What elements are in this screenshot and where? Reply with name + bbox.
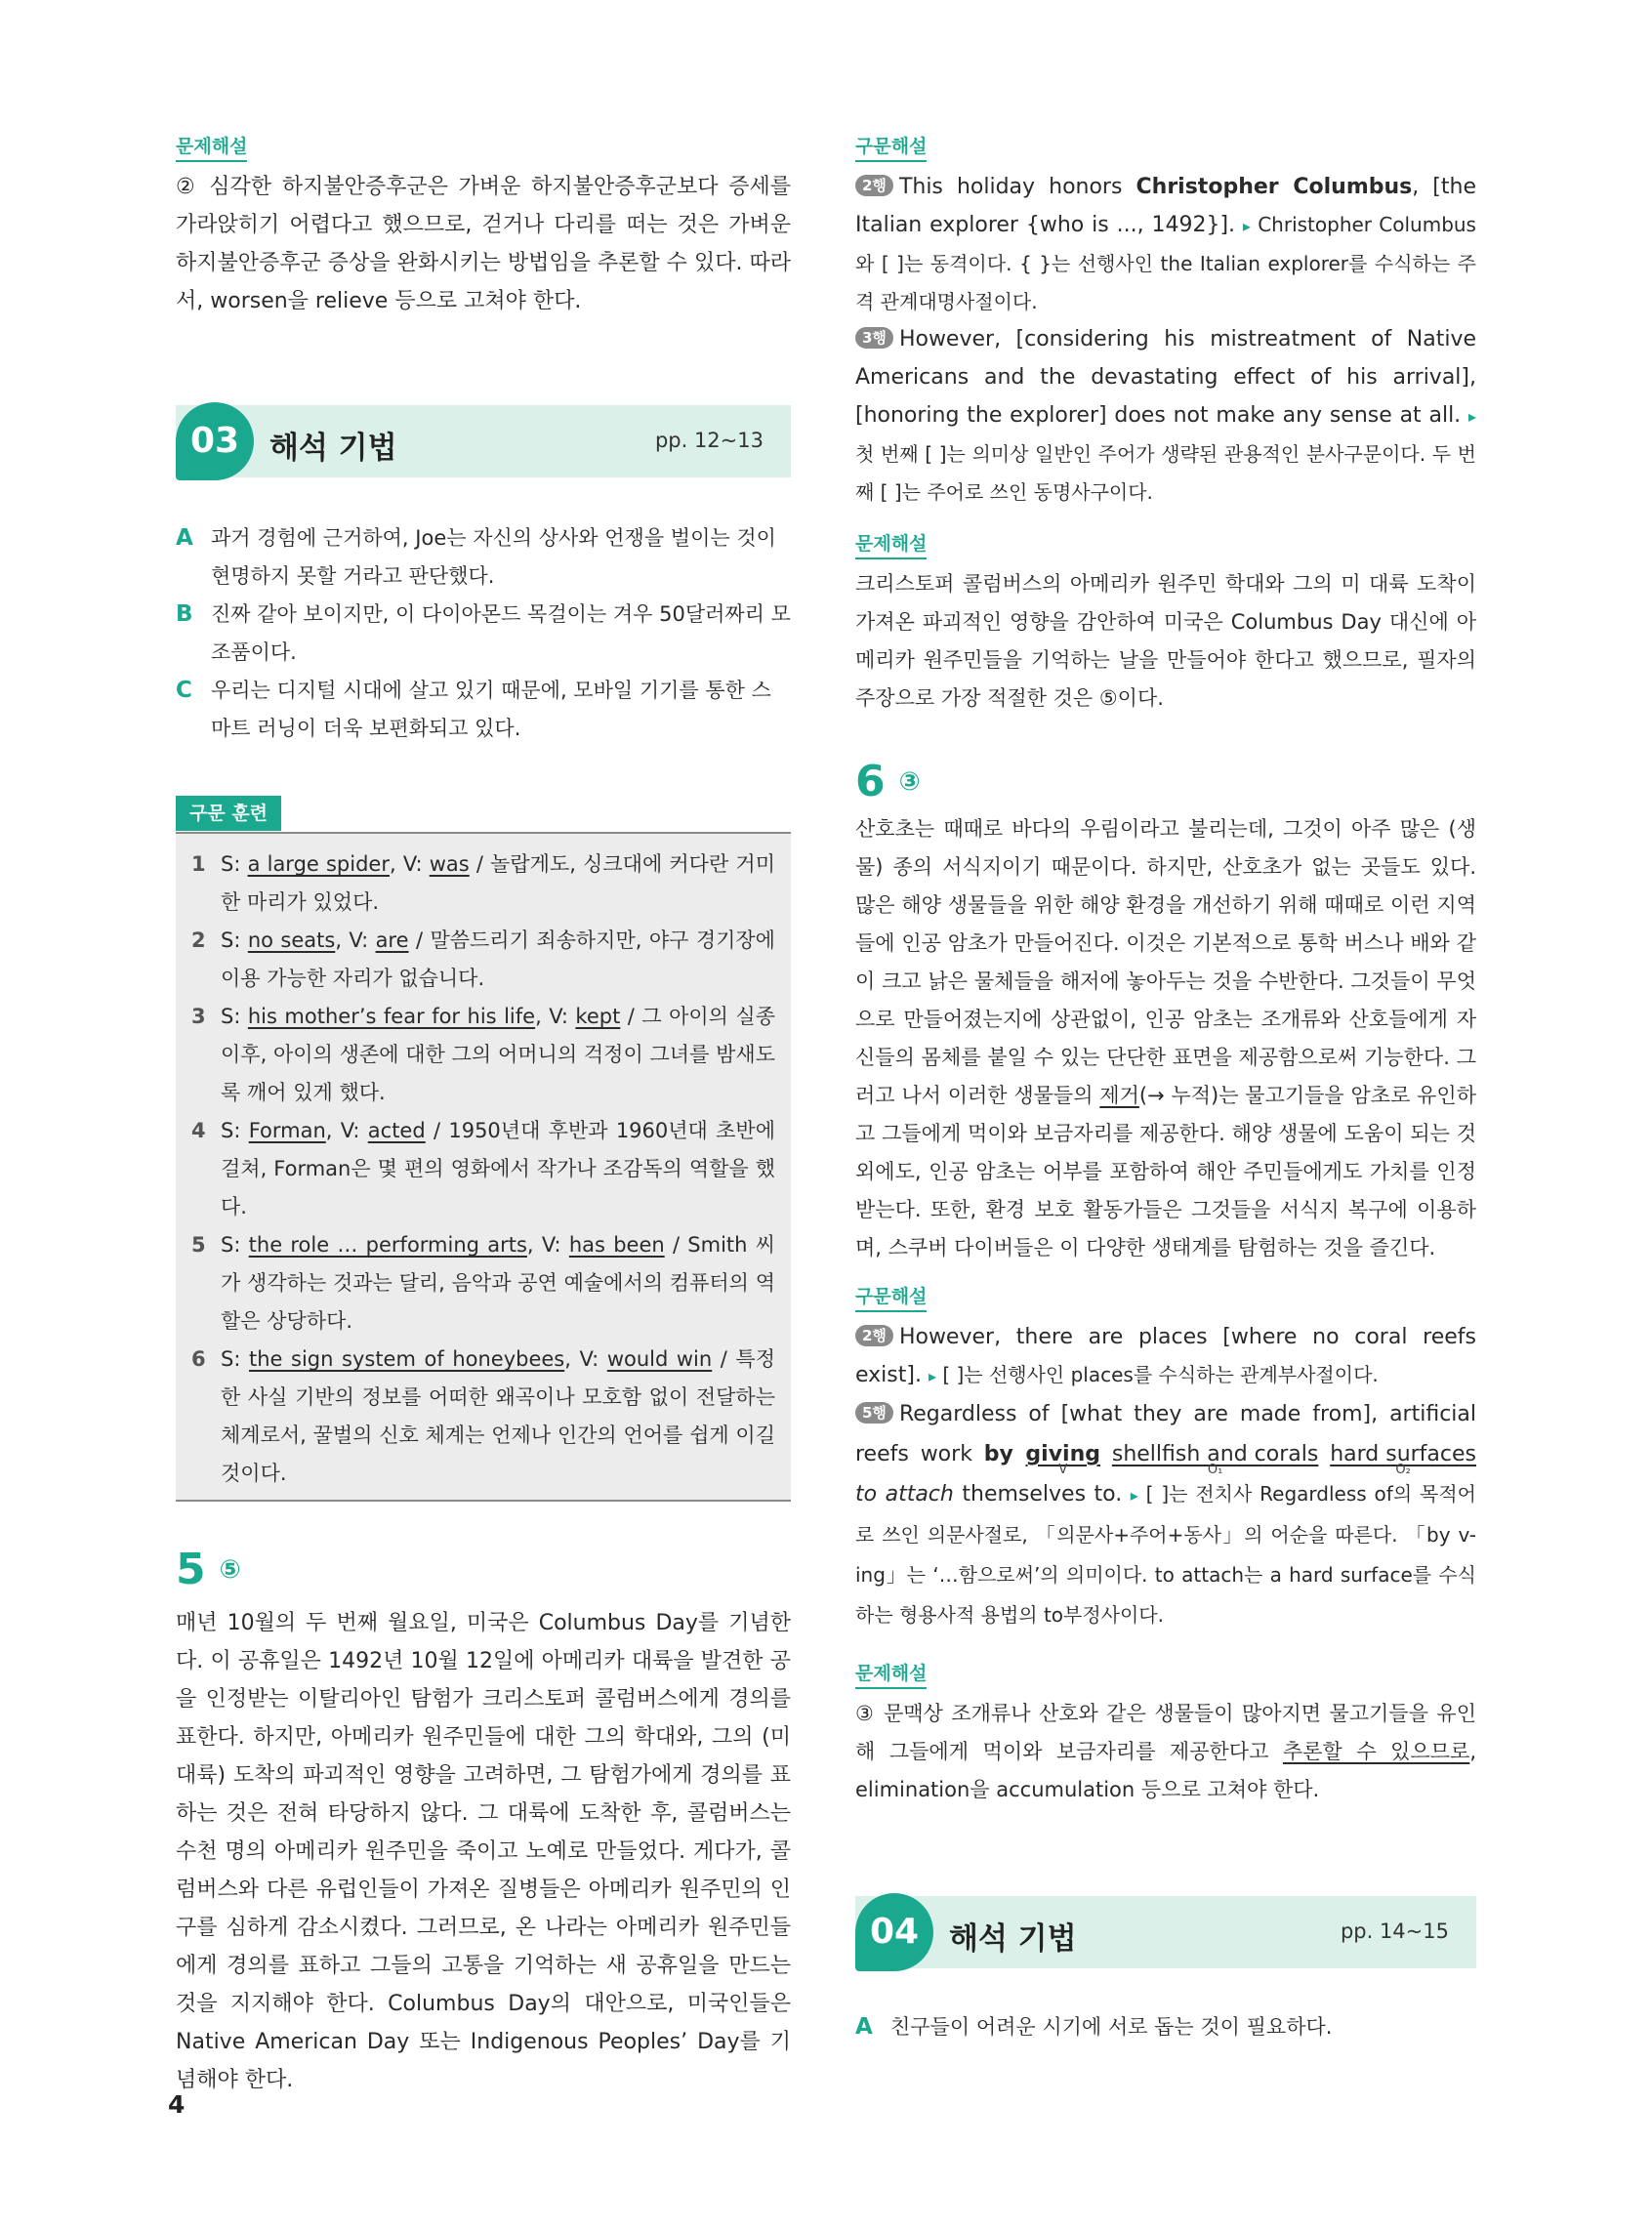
object-1: shellfish and corals (1111, 1442, 1319, 1466)
sentence-text: , [the Italian explorer {who is ..., 1492}]. (855, 175, 1476, 237)
question-answer: ⑤ (219, 1555, 241, 1585)
verb: kept (575, 1005, 621, 1028)
syntax-note-3 (855, 1318, 1476, 1395)
item-label: A (176, 525, 193, 551)
verb-prefix: , V: (389, 852, 430, 876)
section-banner-04 (855, 1896, 1476, 1968)
question-5-heading (176, 1545, 241, 1594)
solution-text: ③ 문맥상 조개류나 산호와 같은 생물들이 많아지면 물고기들을 유인해 그들에게 먹이와 보금자리를 제공한다고 (855, 1702, 1476, 1763)
subject-prefix: S: (221, 1233, 249, 1257)
line-badge: 2행 (855, 1325, 893, 1346)
item-text: 친구들이 어려운 시기에 서로 돕는 것이 필요하다. (890, 2015, 1333, 2039)
solution-subhead: 문제해설 (855, 1662, 927, 1689)
sentence-text: However, [considering his mistreatment of Native Americans and the devastating effect of his arrival], [honoring the explorer] does not make any sense at all. (855, 327, 1476, 428)
underlined-word: 제거 (1099, 1084, 1139, 1107)
verb: are (375, 929, 409, 952)
explanation: Christopher Columbus와 [ ]는 동격이다. { }는 선행사인 the Italian explorer를 수식하는 주격 관계대명사절이다. (855, 213, 1476, 313)
item-text: 진짜 같아 보이지만, 이 다이아몬드 목걸이는 겨우 50달러짜리 모조품이다. (211, 602, 791, 664)
training-tab: 구문 훈련 (176, 796, 281, 831)
abc-list (176, 519, 791, 748)
verb-giving: giving (1025, 1442, 1100, 1466)
verb-mark: V (1058, 1463, 1068, 1477)
item-number: 1 (191, 852, 206, 876)
item-number: 4 (191, 1119, 206, 1142)
object2-marked (1330, 1434, 1476, 1477)
question-number: 5 (176, 1545, 206, 1594)
syntax-note-2 (855, 320, 1476, 512)
question-answer: ③ (898, 767, 921, 797)
sentence-text: However, there are places [where no coral reefs exist]. (855, 1325, 1476, 1387)
training-box (176, 832, 791, 1502)
training-item (191, 998, 775, 1112)
verb: has been (568, 1233, 665, 1257)
section-title: 해석 기법 (269, 431, 397, 466)
item-number: 2 (191, 929, 206, 952)
subject-prefix: S: (221, 852, 248, 876)
subject: the role … performing arts (248, 1233, 527, 1257)
section-title: 해석 기법 (949, 1921, 1077, 1957)
subject-prefix: S: (221, 929, 248, 952)
training-item (191, 1341, 775, 1493)
verb-prefix: , V: (335, 929, 376, 952)
explanation: [ ]는 선행사인 places를 수식하는 관계부사절이다. (935, 1363, 1379, 1386)
sentence-text: themselves to. (953, 1482, 1131, 1507)
page-number: 4 (168, 2090, 186, 2119)
training-item (191, 846, 775, 922)
syntax-note-1 (855, 168, 1476, 321)
line-badge: 3행 (855, 327, 893, 349)
bold-by: by (983, 1442, 1026, 1466)
line-badge: 5행 (855, 1402, 893, 1424)
item-number: 5 (191, 1233, 206, 1257)
solution-subhead: 문제해설 (855, 532, 927, 559)
item-text: 우리는 디지털 시대에 살고 있기 때문에, 모바일 기기를 통한 스마트 러닝이 더욱 보편화되고 있다. (211, 679, 771, 740)
section-number: 04 (855, 1893, 933, 1971)
subject: the sign system of honeybees (248, 1347, 565, 1371)
training-item (191, 922, 775, 998)
verb-prefix: , V: (535, 1005, 576, 1028)
section-pages: pp. 12~13 (654, 429, 764, 452)
explanation: [ ]는 전치사 Regardless of의 목적어로 쓰인 의문사절로, 「의문사+주어+동사」의 어순을 따른다. 「by v-ing」는 ‘…함으로써’의 의미이다. to attach는 a hard surface를 수식하는 형용사적 용법의 to부정사이다. (855, 1482, 1476, 1627)
solution-6 (855, 1695, 1476, 1809)
object-2-mark: O₂ (1395, 1463, 1411, 1477)
object-2: hard surfaces (1330, 1442, 1476, 1466)
underlined-phrase: 추론할 수 있으므로 (1282, 1740, 1470, 1763)
abc-item (176, 519, 791, 596)
item-label: C (176, 678, 192, 703)
subject-prefix: S: (221, 1005, 248, 1028)
sentence-bold: Christopher Columbus (1136, 175, 1413, 199)
translation: / 그 아이의 실종 이후, 아이의 생존에 대한 그의 어머니의 걱정이 그녀를 밤새도록 깨어 있게 했다. (221, 1005, 775, 1104)
section-pages: pp. 14~15 (1340, 1919, 1449, 1943)
section-number: 03 (176, 402, 254, 480)
subject: a large spider (247, 852, 390, 876)
triangle-icon: ▸ (1467, 407, 1476, 426)
triangle-icon: ▸ (1130, 1486, 1138, 1505)
translation-text: (→ 누적)는 물고기들을 암초로 유인하고 그들에게 먹이와 보금자리를 제공한다. 해양 생물에 도움이 되는 것 외에도, 인공 암초는 어부를 포함하여 해안 주민들에게도 가치를 인정받는다. 또한, 환경 보호 활동가들은 그것들을 서식지 복구에 이용하며, 스쿠버 다이버들은 이 다양한 생태계를 탐험하는 것을 즐긴다. (855, 1084, 1476, 1259)
subject: Forman (248, 1119, 326, 1142)
sentence-text: This holiday honors (898, 175, 1136, 199)
item-label: B (176, 601, 193, 627)
syntax-subhead: 구문해설 (855, 1285, 927, 1312)
abc-item (176, 596, 791, 672)
syntax-note-4 (855, 1394, 1476, 1635)
translation: / 특정한 사실 기반의 정보를 어떠한 왜곡이나 모호함 없이 전달하는 체계로서, 꿀벌의 신호 체계는 언제나 인간의 언어를 쉽게 이길 것이다. (221, 1347, 775, 1485)
verb-prefix: , V: (325, 1119, 368, 1142)
translation: / Smith 씨가 생각하는 것과는 달리, 음악과 공연 예술에서의 컴퓨터의 역할은 상당하다. (221, 1233, 775, 1333)
question-number: 6 (855, 757, 886, 806)
question-5-translation: 매년 10월의 두 번째 월요일, 미국은 Columbus Day를 기념한다. 이 공휴일은 1492년 10월 12일에 아메리카 대륙을 발견한 공을 인정받는 이탈리아인 탐험가 크리스토퍼 콜럼버스에게 경의를 표한다. 하지만, 아메리카 원주민들에 대한 그의 학대와, 그의 (미 대륙) 도착의 파괴적인 영향을 고려하면, 그 탐험가에게 경의를 표하는 것은 전혀 타당하지 않다. 그 대륙에 도착한 후, 콜럼버스는 수천 명의 아메리카 원주민을 죽이고 노예로 만들었다. 게다가, 콜럼버스와 다른 유럽인들이 가져온 질병들은 아메리카 원주민의 인구를 심하게 감소시켰다. 그러므로, 온 나라는 아메리카 원주민들에게 경의를 표하고 그들의 고통을 기억하는 새 공휴일을 만드는 것을 지지해야 한다. Columbus Day의 대안으로, 미국인들은 Native American Day 또는 Indigenous Peoples’ Day를 기념해야 한다. (176, 1611, 791, 2092)
verb: would win (606, 1347, 713, 1371)
verb-marked (1025, 1434, 1100, 1477)
triangle-icon: ▸ (1242, 217, 1251, 235)
explanation: 첫 번째 [ ]는 의미상 일반인 주어가 생략된 관용적인 분사구문이다. 두 번째 [ ]는 주어로 쓰인 동명사구이다. (855, 442, 1476, 504)
subject: no seats (247, 929, 336, 952)
solution-text: , elimination을 accumulation 등으로 고쳐야 한다. (855, 1740, 1477, 1801)
translation: / 놀랍게도, 싱크대에 커다란 거미 한 마리가 있었다. (221, 852, 775, 914)
italic-to-attach: to attach (855, 1482, 954, 1507)
abc-list (855, 2008, 1476, 2046)
item-text: 과거 경험에 근거하여, Joe는 자신의 상사와 언쟁을 벌이는 것이 현명하지 못할 거라고 판단했다. (211, 526, 776, 588)
object-1-mark: O₁ (1207, 1463, 1223, 1477)
verb-prefix: , V: (526, 1233, 569, 1257)
translation: / 말씀드리기 죄송하지만, 야구 경기장에 이용 가능한 자리가 없습니다. (221, 929, 775, 990)
training-item (191, 1226, 775, 1341)
solution-paragraph: ② 심각한 하지불안증후군은 가벼운 하지불안증후군보다 증세를 가라앉히기 어렵다고 했으므로, 걷거나 다리를 떠는 것은 가벼운 하지불안증후군 증상을 완화시키는 방법임을 추론할 수 있다. 따라서, worsen을 relieve 등으로 고쳐야 한다. (176, 175, 791, 313)
translation: / 1950년대 후반과 1960년대 초반에 걸쳐, Forman은 몇 편의 영화에서 작가나 조감독의 역할을 했다. (221, 1119, 775, 1218)
verb: was (429, 852, 470, 876)
verb-prefix: , V: (564, 1347, 607, 1371)
solution-5: 크리스토퍼 콜럼버스의 아메리카 원주민 학대와 그의 미 대륙 도착이 가져온 파괴적인 영향을 감안하여 미국은 Columbus Day 대신에 아메리카 원주민들을 기억하는 날을 만들어야 한다고 했으므로, 필자의 주장으로 가장 적절한 것은 ⑤이다. (855, 572, 1476, 710)
question-6-translation (855, 810, 1476, 1267)
translation-text: 산호초는 때때로 바다의 우림이라고 불리는데, 그것이 아주 많은 (생물) 종의 서식지이기 때문이다. 하지만, 산호초가 없는 곳들도 있다. 많은 해양 생물들을 위한 해양 환경을 개선하기 위해 때때로 이런 지역들에 인공 암초가 만들어진다. 이것은 기본적으로 통학 버스나 배와 같이 크고 낡은 물체들을 해저에 놓아두는 것을 수반한다. 그것들이 무엇으로 만들어졌는지에 상관없이, 인공 암초는 조개류와 산호들에게 자신들의 몸체를 붙일 수 있는 단단한 표면을 제공함으로써 기능한다. 그러고 나서 이러한 생물들의 (855, 817, 1476, 1107)
item-number: 6 (191, 1347, 206, 1371)
abc-item (176, 672, 791, 748)
item-number: 3 (191, 1005, 206, 1028)
item-label: A (855, 2014, 873, 2040)
sentence-text: Regardless of [what they are made from], artificial reefs work (855, 1402, 1476, 1466)
section-banner-03 (176, 405, 791, 477)
subject-prefix: S: (221, 1347, 249, 1371)
question-6-heading (855, 757, 921, 806)
verb: acted (367, 1119, 426, 1142)
solution-subhead: 문제해설 (176, 135, 247, 162)
line-badge: 2행 (855, 175, 893, 196)
triangle-icon: ▸ (928, 1367, 936, 1385)
abc-item (855, 2008, 1476, 2046)
subject: his mother’s fear for his life (247, 1005, 536, 1028)
subject-prefix: S: (221, 1119, 249, 1142)
syntax-subhead: 구문해설 (855, 135, 927, 162)
training-item (191, 1112, 775, 1226)
object1-marked (1111, 1434, 1319, 1477)
